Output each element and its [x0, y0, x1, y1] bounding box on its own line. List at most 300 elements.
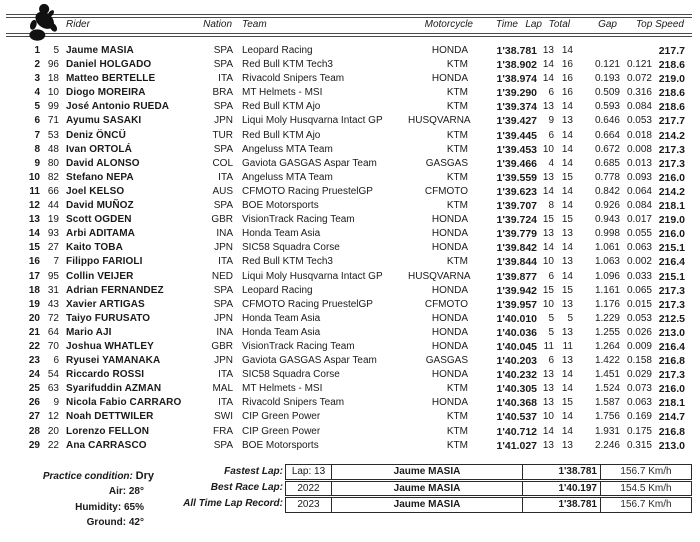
cell-total: 16	[561, 59, 573, 71]
cell-speed: 219.0	[658, 73, 685, 86]
cell-bike: KTM	[446, 59, 468, 71]
col-header-team: Team	[242, 19, 267, 30]
cell-team: Leopard Racing	[242, 284, 313, 296]
result-row	[0, 425, 700, 439]
cell-speed: 213.0	[658, 326, 685, 339]
cell-diff: 0.033	[626, 270, 652, 282]
cell-speed: 215.1	[658, 242, 685, 255]
cell-lap: 11	[543, 340, 554, 352]
cell-diff: 0.169	[626, 411, 652, 423]
cell-nation: TUR	[212, 129, 233, 141]
cell-time: 1'38.974	[496, 73, 537, 86]
cell-total: 15	[561, 284, 573, 296]
cell-num: 96	[47, 59, 59, 71]
cell-rider: Filippo FARIOLI	[66, 256, 143, 268]
all-time-lap-record-label: All Time Lap Record:	[183, 498, 283, 510]
cell-team: Rivacold Snipers Team	[242, 397, 345, 409]
cell-lap: 13	[542, 369, 554, 381]
cell-diff: 0.029	[626, 369, 652, 381]
cell-total: 15	[561, 171, 573, 183]
cell-nation: ITA	[218, 369, 233, 381]
result-row	[0, 382, 700, 396]
cell-nation: SPA	[213, 284, 233, 296]
cell-speed: 212.5	[658, 312, 685, 325]
cell-gap: 0.646	[594, 115, 620, 127]
cell-team: VisionTrack Racing Team	[242, 214, 355, 226]
cell-nation: AUS	[212, 185, 233, 197]
cell-total: 14	[561, 129, 573, 141]
cell-total: 15	[561, 397, 573, 409]
cell-lap: 14	[542, 425, 554, 437]
cell-pos: 3	[34, 73, 40, 85]
cell-lap: 14	[542, 242, 554, 254]
result-row	[0, 100, 700, 114]
cell-rider: Noah DETTWILER	[66, 411, 154, 423]
condition-ground: Ground: 42°	[86, 517, 144, 529]
cell-speed: 218.1	[658, 397, 685, 410]
cell-rider: Xavier ARTIGAS	[66, 298, 145, 310]
result-row	[0, 157, 700, 171]
cell-gap: 1.063	[594, 256, 620, 268]
cell-gap: 0.998	[594, 228, 620, 240]
cell-pos: 9	[34, 157, 40, 169]
cell-num: 27	[47, 242, 59, 254]
cell-num: 5	[53, 45, 59, 56]
cell-gap: 1.061	[594, 242, 620, 254]
cell-rider: Scott OGDEN	[66, 214, 132, 226]
cell-lap: 13	[542, 439, 554, 451]
cell-time: 1'40.036	[496, 326, 537, 339]
cell-team: Angeluss MTA Team	[242, 171, 333, 183]
cell-diff: 0.055	[626, 228, 652, 240]
cell-lap: 5	[548, 312, 554, 324]
cell-team: BOE Motorsports	[242, 439, 319, 451]
cell-total: 13	[561, 326, 573, 338]
cell-team: CIP Green Power	[242, 411, 321, 423]
cell-lap: 10	[542, 298, 554, 310]
cell-rider: Daniel HOLGADO	[66, 59, 152, 71]
cell-rider: Ryusei YAMANAKA	[66, 355, 161, 367]
cell-lap: 13	[542, 171, 554, 183]
result-row	[0, 185, 700, 199]
cell-speed: 215.1	[658, 270, 685, 283]
cell-speed: 214.2	[658, 185, 685, 198]
cell-speed: 216.4	[658, 256, 685, 269]
result-row	[0, 439, 700, 453]
cell-diff: 0.073	[626, 383, 652, 395]
cell-lap: 13	[542, 397, 554, 409]
motorcycle-rider-icon	[26, 2, 60, 42]
cell-speed: 216.0	[658, 383, 685, 396]
cell-time: 1'40.010	[496, 312, 537, 325]
cell-nation: JPN	[214, 355, 233, 367]
cell-diff: 0.065	[626, 284, 652, 296]
result-row	[0, 171, 700, 185]
cell-rider: Kaito TOBA	[66, 242, 123, 254]
practice-condition-value: Dry	[135, 470, 154, 482]
cell-speed: 217.7	[658, 115, 685, 128]
cell-num: 6	[53, 355, 59, 367]
cell-bike: HONDA	[431, 326, 468, 338]
cell-num: 66	[47, 185, 59, 197]
cell-num: 95	[47, 270, 59, 282]
cell-diff: 0.063	[626, 397, 652, 409]
cell-diff: 0.002	[626, 256, 652, 268]
cell-bike: KTM	[446, 256, 468, 268]
cell-diff: 0.158	[626, 355, 652, 367]
result-row	[0, 255, 700, 269]
cell-bike: HONDA	[431, 45, 468, 56]
cell-num: 71	[47, 115, 59, 127]
cell-total: 13	[561, 439, 573, 451]
cell-nation: SPA	[213, 200, 233, 212]
cell-time: 1'40.203	[496, 355, 537, 368]
cell-speed: 217.3	[658, 298, 685, 311]
cell-total: 14	[561, 157, 573, 169]
cell-bike: HONDA	[431, 73, 468, 85]
cell-pos: 18	[28, 284, 40, 296]
cell-diff: 0.008	[626, 143, 652, 155]
cell-gap: 1.176	[594, 298, 620, 310]
cell-team: CFMOTO Racing PruestelGP	[242, 298, 373, 310]
cell-num: 22	[47, 439, 59, 451]
cell-nation: JPN	[214, 242, 233, 254]
cell-lap: 6	[548, 129, 554, 141]
cell-team: Gaviota GASGAS Aspar Team	[242, 355, 377, 367]
cell-team: Honda Team Asia	[242, 326, 321, 338]
cell-num: 53	[47, 129, 59, 141]
result-row	[0, 129, 700, 143]
fastest-lap-label: Fastest Lap:	[224, 466, 283, 477]
cell-time: 1'40.232	[496, 369, 537, 382]
cell-time: 1'39.453	[496, 143, 537, 156]
result-row	[0, 213, 700, 227]
cell-team: Gaviota GASGAS Aspar Team	[242, 157, 377, 169]
col-header-nation: Nation	[203, 19, 232, 30]
cell-rider: David ALONSO	[66, 157, 140, 169]
cell-bike: KTM	[446, 411, 468, 423]
cell-speed: 216.8	[658, 425, 685, 438]
cell-num: 12	[47, 411, 59, 423]
cell-bike: HONDA	[431, 340, 468, 352]
cell-speed: 218.6	[658, 59, 685, 72]
cell-total: 14	[561, 369, 573, 381]
cell-team: SIC58 Squadra Corse	[242, 369, 340, 381]
cell-speed: 214.7	[658, 411, 685, 424]
cell-nation: GBR	[211, 340, 233, 352]
cell-speed: 217.3	[658, 143, 685, 156]
cell-total: 14	[561, 143, 573, 155]
cell-gap: 1.096	[594, 270, 620, 282]
cell-rider: Diogo MOREIRA	[66, 87, 146, 99]
cell-nation: ITA	[218, 73, 233, 85]
cell-total: 14	[561, 242, 573, 254]
condition-air: Air: 28°	[108, 486, 144, 498]
cell-diff: 0.175	[626, 425, 652, 437]
footer-section	[0, 464, 700, 534]
cell-total: 13	[561, 115, 573, 127]
result-row	[0, 58, 700, 72]
cell-pos: 28	[28, 425, 40, 437]
cell-pos: 24	[28, 369, 40, 381]
cell-pos: 25	[28, 383, 40, 395]
result-row	[0, 340, 700, 354]
cell-nation: GBR	[211, 214, 233, 226]
record-rider: Jaume MASIA	[332, 482, 523, 496]
cell-time: 1'39.707	[496, 200, 537, 213]
cell-time: 1'39.427	[496, 115, 537, 128]
cell-bike: HONDA	[431, 214, 468, 226]
cell-bike: KTM	[446, 101, 468, 113]
cell-total: 14	[561, 45, 573, 56]
cell-team: CFMOTO Racing PruestelGP	[242, 185, 373, 197]
cell-total: 16	[561, 73, 573, 85]
record-ref: 2022	[286, 482, 332, 496]
practice-condition-label: Practice condition:	[42, 471, 133, 482]
result-row	[0, 270, 700, 284]
cell-time: 1'39.844	[496, 256, 537, 269]
cell-total: 15	[561, 214, 573, 226]
cell-bike: HONDA	[431, 397, 468, 409]
cell-num: 80	[47, 157, 59, 169]
cell-rider: Riccardo ROSSI	[66, 369, 145, 381]
cell-pos: 12	[28, 200, 40, 212]
cell-lap: 10	[542, 411, 554, 423]
cell-total: 14	[561, 411, 573, 423]
cell-rider: Ivan ORTOLÁ	[66, 143, 132, 155]
record-rider: Jaume MASIA	[332, 498, 523, 512]
cell-diff: 0.053	[626, 312, 652, 324]
cell-rider: Matteo BERTELLE	[66, 73, 156, 85]
cell-gap: 1.161	[594, 284, 620, 296]
fastest-lap-row	[285, 464, 692, 480]
record-labels	[128, 464, 283, 513]
cell-total: 5	[567, 312, 573, 324]
cell-rider: Syarifuddin AZMAN	[66, 383, 162, 395]
cell-total: 11	[562, 340, 573, 352]
cell-nation: ITA	[218, 397, 233, 409]
cell-time: 1'40.537	[496, 411, 537, 424]
cell-team: Red Bull KTM Tech3	[242, 256, 333, 268]
cell-nation: COL	[212, 157, 233, 169]
cell-pos: 15	[28, 242, 40, 254]
header-rule-1	[6, 33, 692, 34]
cell-gap: 1.422	[594, 355, 620, 367]
result-row	[0, 354, 700, 368]
cell-nation: ITA	[218, 256, 233, 268]
record-time: 1'38.781	[523, 465, 601, 479]
cell-total: 16	[561, 87, 573, 99]
cell-diff: 0.017	[626, 214, 652, 226]
cell-bike: CFMOTO	[424, 185, 468, 197]
cell-gap: 0.672	[594, 143, 620, 155]
cell-total: 14	[561, 383, 573, 395]
cell-nation: SPA	[213, 143, 233, 155]
cell-rider: Adrian FERNANDEZ	[66, 284, 164, 296]
cell-num: 72	[47, 312, 59, 324]
records-table	[285, 464, 692, 514]
cell-team: Red Bull KTM Ajo	[242, 129, 321, 141]
cell-time: 1'39.724	[496, 214, 537, 227]
cell-team: SIC58 Squadra Corse	[242, 242, 340, 254]
cell-nation: JPN	[214, 115, 233, 127]
cell-pos: 11	[29, 185, 40, 197]
cell-diff: 0.018	[626, 129, 652, 141]
cell-pos: 20	[28, 312, 40, 324]
result-row	[0, 72, 700, 86]
cell-gap: 1.451	[594, 369, 620, 381]
cell-total: 13	[561, 298, 573, 310]
cell-num: 63	[47, 383, 59, 395]
record-rider: Jaume MASIA	[332, 465, 523, 479]
cell-team: BOE Motorsports	[242, 200, 319, 212]
cell-time: 1'41.027	[496, 439, 537, 452]
cell-num: 20	[47, 425, 59, 437]
cell-lap: 15	[542, 214, 554, 226]
cell-pos: 17	[28, 270, 40, 282]
cell-lap: 15	[542, 284, 554, 296]
cell-lap: 4	[548, 157, 554, 169]
top-rule-1	[6, 14, 692, 15]
cell-bike: KTM	[446, 87, 468, 99]
cell-team: Rivacold Snipers Team	[242, 73, 345, 85]
result-row	[0, 241, 700, 255]
cell-gap: 0.778	[594, 171, 620, 183]
cell-team: CIP Green Power	[242, 425, 321, 437]
col-header-total: Total	[548, 19, 570, 30]
cell-pos: 10	[28, 171, 40, 183]
cell-pos: 2	[34, 59, 40, 71]
cell-bike: GASGAS	[425, 157, 468, 169]
record-speed: 156.7 Km/h	[620, 499, 672, 510]
result-row	[0, 227, 700, 241]
cell-bike: KTM	[446, 200, 468, 212]
cell-diff: 0.063	[626, 242, 652, 254]
cell-bike: HUSQVARNA	[408, 270, 471, 282]
result-row	[0, 368, 700, 382]
cell-num: 48	[47, 143, 59, 155]
results-table	[0, 44, 700, 453]
cell-time: 1'40.712	[496, 425, 537, 438]
cell-nation: MAL	[212, 383, 233, 395]
cell-speed: 213.0	[658, 439, 685, 452]
cell-rider: Nicola Fabio CARRARO	[66, 397, 182, 409]
cell-diff: 0.009	[626, 340, 652, 352]
cell-pos: 6	[34, 115, 40, 127]
cell-num: 82	[47, 171, 59, 183]
cell-rider: Ana CARRASCO	[66, 439, 147, 451]
cell-team: Liqui Moly Husqvarna Intact GP	[242, 115, 383, 127]
cell-num: 64	[47, 326, 59, 338]
cell-team: Red Bull KTM Ajo	[242, 101, 321, 113]
cell-nation: INA	[216, 228, 233, 240]
cell-pos: 21	[28, 326, 40, 338]
cell-bike: GASGAS	[425, 355, 468, 367]
record-speed: 156.7 Km/h	[620, 466, 672, 477]
cell-speed: 216.0	[658, 171, 685, 184]
cell-time: 1'38.902	[496, 59, 537, 72]
cell-num: 7	[53, 256, 59, 268]
cell-pos: 26	[28, 397, 40, 409]
cell-time: 1'39.623	[496, 185, 537, 198]
cell-gap: 2.246	[594, 439, 620, 451]
cell-rider: Mario AJI	[66, 326, 112, 338]
cell-num: 70	[47, 340, 59, 352]
cell-nation: SWI	[214, 411, 233, 423]
col-header-top-speed: Top Speed	[635, 19, 684, 30]
cell-diff: 0.013	[626, 157, 652, 169]
header-rule-2	[6, 36, 692, 37]
cell-lap: 8	[548, 200, 554, 212]
cell-team: MT Helmets - MSI	[242, 383, 323, 395]
cell-time: 1'39.466	[496, 157, 537, 170]
cell-num: 19	[47, 214, 59, 226]
cell-lap: 14	[542, 59, 554, 71]
record-time: 1'40.197	[523, 482, 601, 496]
cell-lap: 14	[542, 185, 554, 197]
cell-time: 1'39.374	[496, 101, 537, 114]
cell-gap: 0.593	[594, 101, 620, 113]
record-speed: 154.5 Km/h	[620, 482, 672, 494]
cell-team: MT Helmets - MSI	[242, 87, 323, 99]
cell-speed: 218.6	[658, 101, 685, 114]
result-row	[0, 410, 700, 424]
cell-speed: 216.4	[658, 340, 685, 353]
cell-speed: 217.7	[658, 45, 685, 57]
col-header-time: Time	[495, 19, 518, 30]
result-row	[0, 86, 700, 100]
cell-num: 54	[47, 369, 59, 381]
cell-lap: 10	[542, 143, 554, 155]
cell-gap: 0.121	[594, 59, 620, 71]
cell-gap: 1.524	[594, 383, 620, 395]
cell-diff: 0.015	[626, 298, 652, 310]
cell-time: 1'38.781	[496, 45, 537, 57]
cell-diff: 0.315	[626, 439, 652, 451]
cell-rider: José Antonio RUEDA	[66, 101, 170, 113]
cell-team: Liqui Moly Husqvarna Intact GP	[242, 270, 383, 282]
cell-gap: 1.229	[594, 312, 620, 324]
cell-gap: 0.664	[594, 129, 620, 141]
cell-nation: SPA	[213, 59, 233, 71]
cell-pos: 5	[34, 101, 40, 113]
cell-gap: 0.926	[594, 200, 620, 212]
cell-lap: 10	[542, 256, 554, 268]
cell-lap: 9	[548, 115, 554, 127]
cell-team: Honda Team Asia	[242, 312, 321, 324]
cell-pos: 19	[28, 298, 40, 310]
cell-num: 99	[47, 101, 59, 113]
cell-lap: 13	[542, 383, 554, 395]
cell-bike: KTM	[446, 425, 468, 437]
result-row	[0, 44, 700, 58]
cell-total: 13	[561, 228, 573, 240]
cell-time: 1'39.779	[496, 228, 537, 241]
cell-nation: ITA	[218, 171, 233, 183]
best-race-lap-row	[285, 481, 692, 497]
cell-nation: SPA	[213, 439, 233, 451]
cell-pos: 13	[28, 214, 40, 226]
cell-team: Leopard Racing	[242, 45, 313, 56]
cell-bike: HONDA	[431, 228, 468, 240]
cell-rider: David MUÑOZ	[66, 200, 134, 212]
cell-speed: 218.6	[658, 87, 685, 100]
cell-bike: HONDA	[431, 242, 468, 254]
cell-num: 44	[47, 200, 59, 212]
cell-team: VisionTrack Racing Team	[242, 340, 355, 352]
cell-num: 18	[47, 73, 59, 85]
cell-diff: 0.084	[626, 101, 652, 113]
